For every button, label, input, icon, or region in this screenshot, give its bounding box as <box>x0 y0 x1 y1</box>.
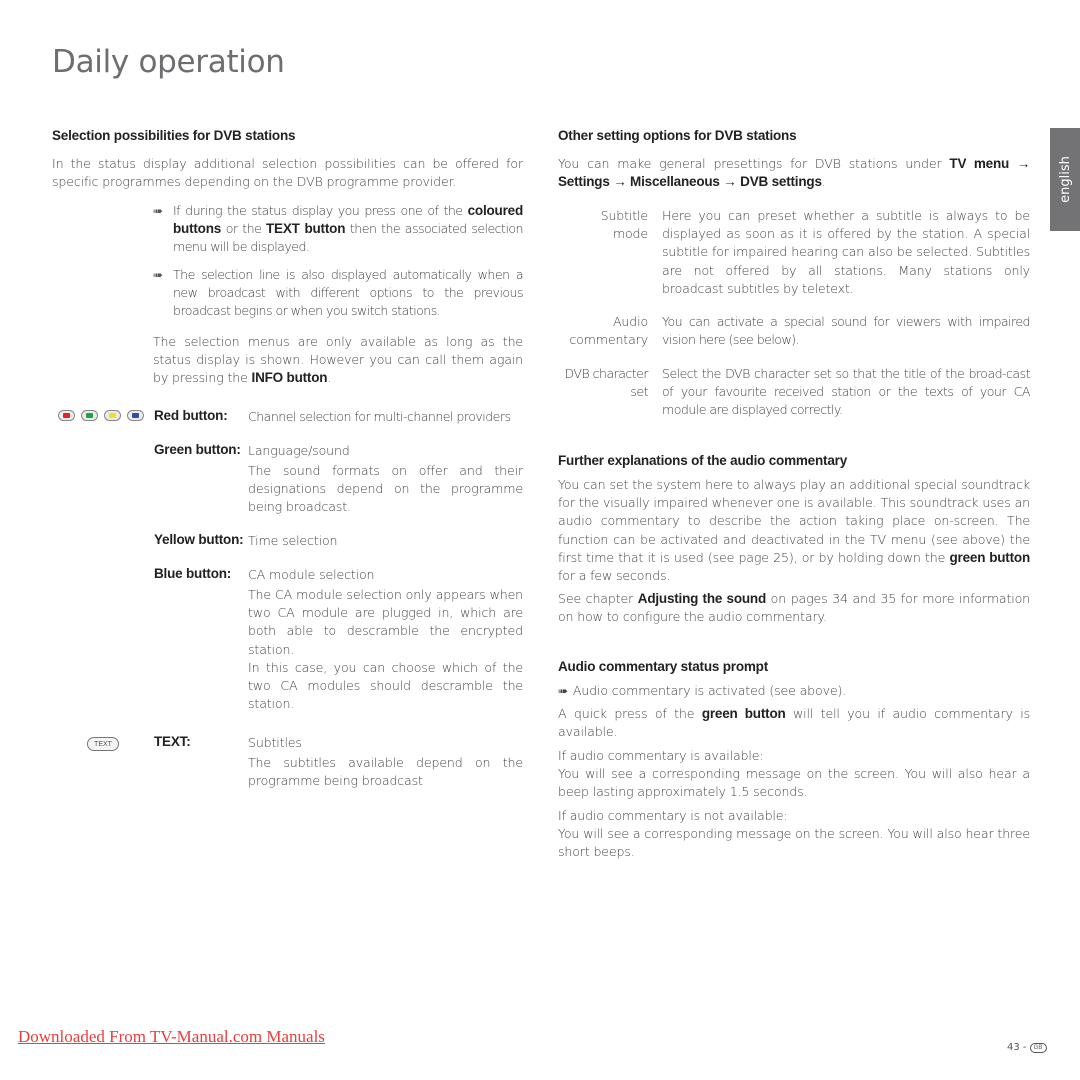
section-heading-selection: Selection possibilities for DVB stations <box>52 128 296 143</box>
selection-intro: In the status display additional selection possibilities can be offered for specific programmes depending on the DVB programme provider. <box>52 156 523 190</box>
further-paragraph-1: You can set the system here to always play an additional special soundtrack for the visually impaired whenever one is available. This soundtrack uses an audio commentary to describe the action taking place on-screen. The function can be activated and deactivated in the TV menu (see above) the first time that it is used (see page 25), or by holding down the green button for a few seconds. <box>558 477 1030 584</box>
bullet-coloured-buttons: ➠ If during the status display you press one of the coloured buttons or the TEXT button then the associated selection menu will be displayed. <box>153 203 523 255</box>
key-label-text: TEXT: <box>154 734 191 749</box>
language-tab: english <box>1050 128 1080 231</box>
yellow-button-icon <box>104 410 121 421</box>
menus-note: The selection menus are only available as long as the status display is shown. However you can call them again by pressing the INFO button. <box>153 334 523 386</box>
key-label-green: Green button: <box>154 442 241 457</box>
setting-label-audio-commentary: Audio commentary <box>569 314 648 348</box>
key-title-yellow: Time selection <box>248 533 338 548</box>
available-text: You will see a corresponding message on the screen. You will also hear a beep lasting approximately 1.5 seconds. <box>558 766 1030 800</box>
text-key-icon: TEXT <box>87 737 119 751</box>
other-settings-intro: You can make general presettings for DVB stations under TV menu → Settings → Miscellaneous → DVB settings. <box>558 156 1030 190</box>
arrow-bullet-icon: ➠ <box>558 684 568 698</box>
setting-desc-dvb-charset: Select the DVB character set so that the title of the broad-cast of your favourite received station or the texts of your CA module are displayed correctly. <box>662 366 1030 418</box>
not-available-text: You will see a corresponding message on the screen. You will also hear three short beeps. <box>558 826 1030 860</box>
key-label-yellow: Yellow button: <box>154 532 244 547</box>
setting-desc-audio-commentary: You can activate a special sound for viewers with impaired vision here (see below). <box>662 314 1030 348</box>
page-title: Daily operation <box>52 44 285 80</box>
arrow-bullet-icon: ➠ <box>153 204 163 218</box>
key-title-blue: CA module selection <box>248 567 375 582</box>
key-detail2-blue: In this case, you can choose which of the two CA modules should descramble the station. <box>248 660 523 712</box>
page-number: 43 - GB <box>1007 1042 1047 1053</box>
status-bullet: ➠ Audio commentary is activated (see above). <box>558 683 847 698</box>
key-detail-blue: The CA module selection only appears when two CA module are plugged in, which are both able to descramble the encrypted station. <box>248 587 523 657</box>
status-paragraph: A quick press of the green button will tell you if audio commentary is available. <box>558 706 1031 740</box>
key-title-text: Subtitles <box>248 735 302 750</box>
red-button-icon <box>58 410 75 421</box>
section-heading-further-explanations: Further explanations of the audio commentary <box>558 453 847 468</box>
arrow-bullet-icon: ➠ <box>153 268 163 282</box>
download-source-link[interactable]: Downloaded From TV-Manual.com Manuals <box>18 1027 325 1046</box>
further-paragraph-2: See chapter Adjusting the sound on pages 34 and 35 for more information on how to configure the audio commentary. <box>558 591 1030 625</box>
key-detail-text: The subtitles available depend on the programme being broadcast <box>248 755 523 789</box>
key-label-blue: Blue button: <box>154 566 232 581</box>
section-heading-status-prompt: Audio commentary status prompt <box>558 659 769 674</box>
available-label: If audio commentary is available: <box>558 748 764 763</box>
setting-label-dvb-charset: DVB character set <box>564 366 648 400</box>
key-label-red: Red button: <box>154 408 228 423</box>
key-title-red: Channel selection for multi-channel providers <box>248 409 511 424</box>
section-heading-other-settings: Other setting options for DVB stations <box>558 128 797 143</box>
not-available-label: If audio commentary is not available: <box>558 808 788 823</box>
setting-desc-subtitle-mode: Here you can preset whether a subtitle is always to be displayed as soon as it is offered by the station. A special subtitle for impaired hearing can also be selected. Subtitles are not offered by all stations. Many stations only broadcast subtitles by teletext. <box>662 208 1030 296</box>
setting-label-subtitle-mode: Subtitle mode <box>600 208 648 242</box>
bullet-selection-line: ➠ The selection line is also displayed automatically when a new broadcast with different options to the previous broadcast begins or when you switch stations. <box>153 267 523 319</box>
coloured-buttons-icon-group <box>58 410 144 421</box>
key-title-green: Language/sound <box>248 443 350 458</box>
blue-button-icon <box>127 410 144 421</box>
key-detail-green: The sound formats on offer and their designations depend on the programme being broadcast. <box>248 463 523 515</box>
country-badge-icon: GB <box>1030 1043 1047 1053</box>
green-button-icon <box>81 410 98 421</box>
